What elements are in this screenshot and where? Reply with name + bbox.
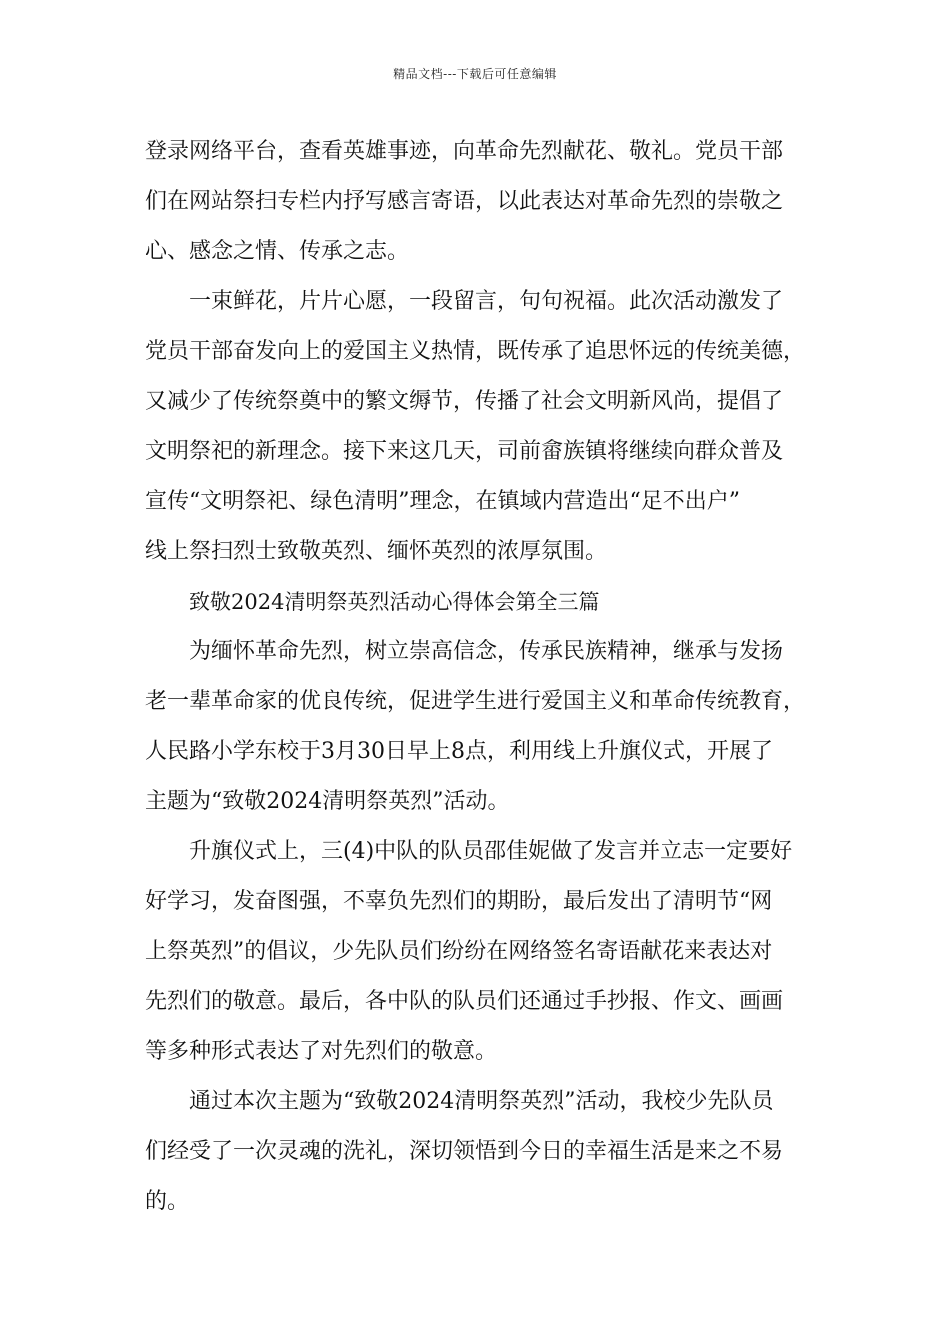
text-line: 又减少了传统祭奠中的繁文缛节，传播了社会文明新风尚，提倡了	[145, 389, 784, 414]
page-header: 精品文档---下载后可任意编辑	[393, 67, 557, 81]
text-line: 通过本次主题为“致敬2024清明祭英烈”活动，我校少先队员	[189, 1089, 774, 1114]
text-line: 线上祭扫烈士致敬英烈、缅怀英烈的浓厚氛围。	[145, 539, 608, 564]
document-body	[145, 127, 813, 1227]
text-line: 文明祭祀的新理念。接下来这几天，司前畲族镇将继续向群众普及	[145, 439, 784, 464]
text-line: 的。	[145, 1189, 190, 1214]
text-line: 升旗仪式上，三(4)中队的队员邵佳妮做了发言并立志一定要好	[189, 839, 793, 864]
text-line: 等多种形式表达了对先烈们的敬意。	[145, 1039, 498, 1064]
text-line: 主题为“致敬2024清明祭英烈”活动。	[145, 789, 510, 814]
section-heading: 致敬2024清明祭英烈活动心得体会第全三篇	[189, 590, 600, 614]
text-line: 为缅怀革命先烈，树立崇高信念，传承民族精神，继承与发扬	[189, 639, 784, 664]
text-line: 上祭英烈”的倡议，少先队员们纷纷在网络签名寄语献花来表达对	[145, 939, 773, 964]
text-line: 人民路小学东校于3月30日早上8点，利用线上升旗仪式，开展了	[145, 739, 773, 764]
text-line: 先烈们的敬意。最后，各中队的队员们还通过手抄报、作文、画画	[145, 989, 784, 1014]
text-line: 党员干部奋发向上的爱国主义热情，既传承了追思怀远的传统美德，	[145, 339, 806, 364]
text-line: 一束鲜花，片片心愿，一段留言，句句祝福。此次活动激发了	[189, 289, 784, 314]
text-line: 宣传“文明祭祀、绿色清明”理念，在镇域内营造出“足不出户”	[145, 489, 740, 514]
text-line: 好学习，发奋图强，不辜负先烈们的期盼，最后发出了清明节“网	[145, 889, 773, 914]
text-line: 心、感念之情、传承之志。	[145, 239, 410, 264]
text-line: 登录网络平台，查看英雄事迹，向革命先烈献花、敬礼。党员干部	[145, 139, 784, 164]
text-line: 老一辈革命家的优良传统，促进学生进行爱国主义和革命传统教育，	[145, 689, 806, 714]
text-line: 们在网站祭扫专栏内抒写感言寄语，以此表达对革命先烈的崇敬之	[145, 189, 784, 214]
text-line: 们经受了一次灵魂的洗礼，深切领悟到今日的幸福生活是来之不易	[145, 1139, 784, 1164]
